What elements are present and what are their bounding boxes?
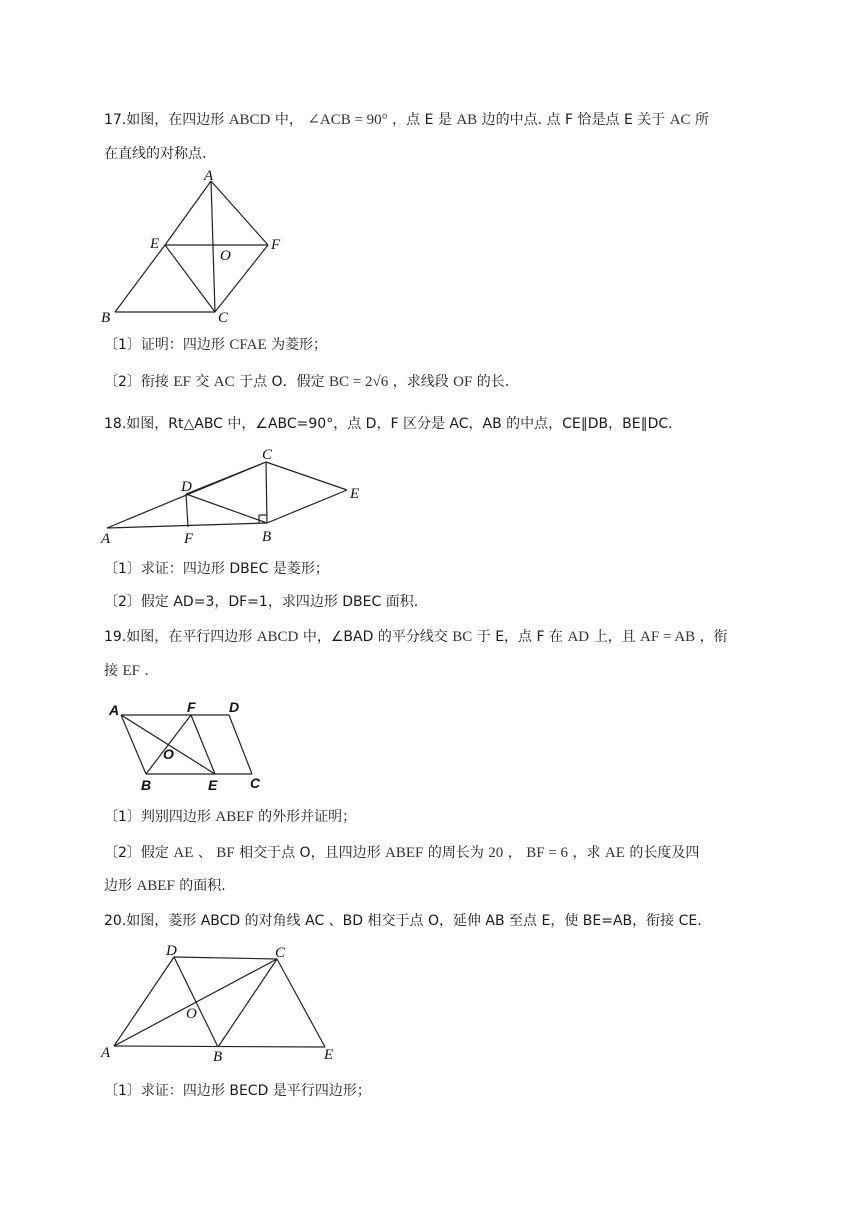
- math-expr: EF: [173, 374, 191, 390]
- math-expr: BC: [452, 629, 473, 645]
- label-A: A: [204, 168, 214, 184]
- label-B: B: [101, 310, 111, 326]
- label-B: B: [141, 777, 152, 793]
- math-expr: BC = 2√6: [329, 374, 389, 390]
- label-E: E: [324, 1047, 334, 1063]
- math-expr: OF: [453, 374, 473, 390]
- label-D: D: [166, 943, 177, 959]
- math-expr: ABEF: [215, 809, 254, 825]
- problem-17-stem: 17.如图，在四边形 ABCD 中， ∠ACB = 90° ，点 E 是 AB 边的中点. 点 F 恰是点 E 关于 AC 所: [104, 112, 709, 128]
- problem-number: 17.: [104, 112, 127, 128]
- label-B: B: [262, 529, 272, 545]
- problem-17-part-1: 〔1〕证明：四边形 CFAE 为菱形；: [104, 337, 328, 353]
- math-expr: AC: [213, 374, 235, 390]
- label-C: C: [275, 945, 286, 961]
- problem-20-stem: 20.如图，菱形 ABCD 的对角线 AC 、BD 相交于点 O，延伸 AB 至点 E，使 BE=AB，衔接 CE.: [104, 913, 702, 929]
- math-expr: ∠ACB = 90°: [307, 112, 388, 128]
- label-O: O: [163, 746, 174, 762]
- label-D: D: [229, 699, 240, 715]
- label-A: A: [101, 531, 111, 547]
- label-E: E: [208, 777, 218, 793]
- label-C: C: [262, 447, 273, 463]
- math-expr: BF: [216, 845, 235, 861]
- label-E: E: [350, 486, 360, 502]
- problem-18-part-2: 〔2〕假定 AD=3，DF=1，求四边形 DBEC 面积.: [104, 594, 419, 610]
- problem-number: 19.: [104, 629, 127, 645]
- label-O: O: [186, 1006, 197, 1022]
- problem-number: 20.: [104, 913, 127, 929]
- problem-18-stem: 18.如图，Rt△ABC 中，∠ABC=90°，点 D，F 区分是 AC，AB 的中点，CE∥DB，BE∥DC.: [104, 416, 673, 432]
- problem-number: 18.: [104, 416, 127, 432]
- math-expr: AF = AB: [640, 629, 696, 645]
- problem-17-stem-line2: 在直线的对称点.: [104, 146, 207, 162]
- math-expr: AE: [173, 845, 194, 861]
- problem-19-part-2: 〔2〕假定 AE 、 BF 相交于点 O，且四边形 ABEF 的周长为 20 ， BF = 6 ，求 AE 的长度及四: [104, 845, 700, 861]
- math-expr: AC: [669, 112, 691, 128]
- problem-20-part-1: 〔1〕求证：四边形 BECD 是平行四边形；: [104, 1083, 371, 1099]
- label-F: F: [184, 531, 194, 547]
- sqrt-expr: √6: [372, 374, 389, 390]
- math-expr: AE: [604, 845, 625, 861]
- math-expr: AB: [456, 112, 478, 128]
- label-F: F: [271, 237, 281, 253]
- math-expr: AD: [567, 629, 590, 645]
- math-expr: EF: [122, 663, 140, 679]
- label-A: A: [109, 702, 120, 718]
- label-E: E: [150, 236, 160, 252]
- math-expr: ABCD: [256, 629, 299, 645]
- math-expr: ABEF: [385, 845, 424, 861]
- problem-19-part-2-line2: 边形 ABEF 的面积.: [104, 878, 226, 894]
- problem-19-stem-line2: 接 EF .: [104, 663, 149, 679]
- problem-17-part-2: 〔2〕衔接 EF 交 AC 于点 O．假定 BC = 2√6 ，求线段 OF 的长.: [104, 374, 510, 390]
- label-C: C: [250, 775, 261, 791]
- problem-18-part-1: 〔1〕求证：四边形 DBEC 是菱形；: [104, 561, 329, 577]
- math-expr: ABCD: [228, 112, 271, 128]
- label-B: B: [213, 1049, 223, 1065]
- label-D: D: [181, 479, 192, 495]
- label-A: A: [101, 1045, 111, 1061]
- problem-19-part-1: 〔1〕判别四边形 ABEF 的外形并证明；: [104, 809, 357, 825]
- math-expr: ABEF: [136, 878, 175, 894]
- label-C: C: [218, 310, 229, 326]
- label-F: F: [187, 699, 196, 715]
- problem-19-stem: 19.如图，在平行四边形 ABCD 中，∠BAD 的平分线交 BC 于 E，点 F 在 AD 上，且 AF = AB ，衔: [104, 629, 728, 645]
- math-expr: CFAE: [229, 337, 267, 353]
- math-expr: 20: [488, 845, 504, 861]
- math-expr: BF = 6: [526, 845, 568, 861]
- label-O: O: [220, 248, 231, 264]
